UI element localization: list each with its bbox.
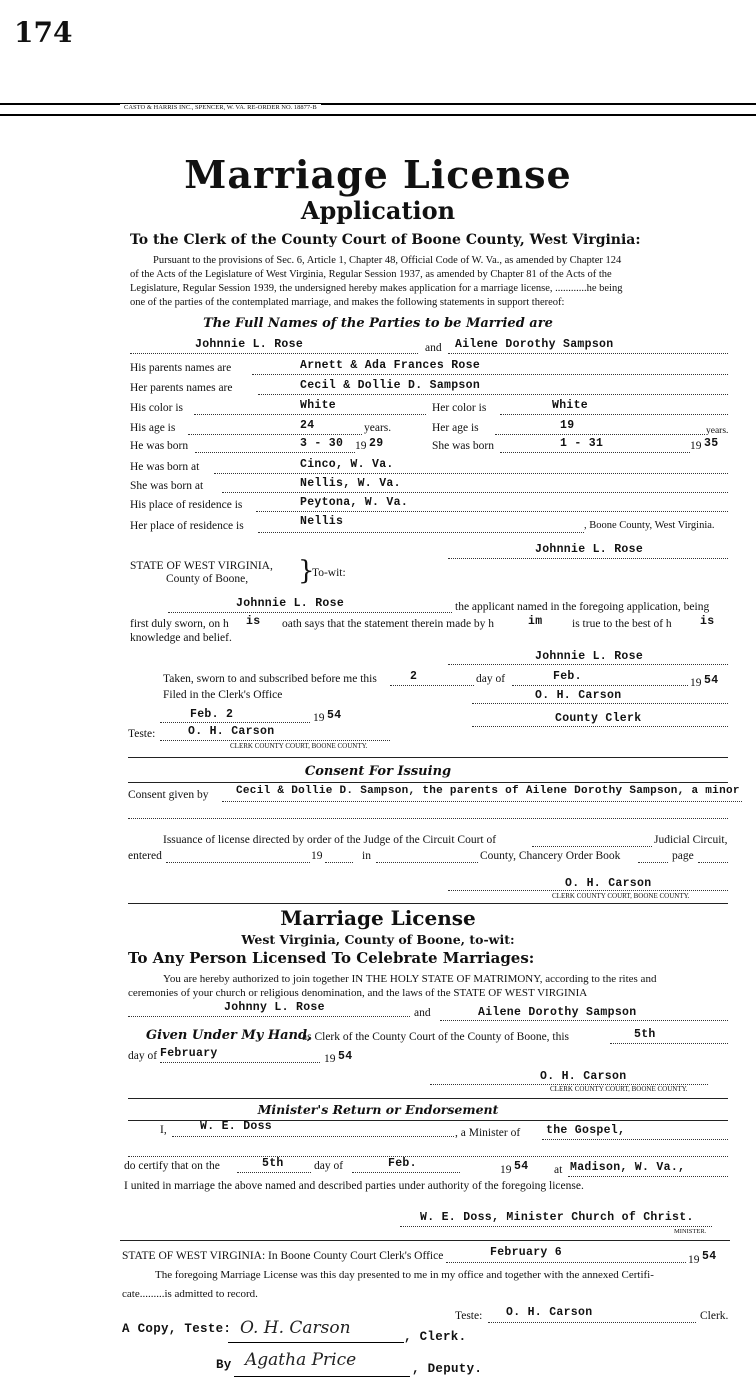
his-parents: Arnett & Ada Frances Rose: [300, 359, 481, 372]
his-age-label: His age is: [130, 422, 176, 434]
license-year: 54: [338, 1050, 353, 1063]
order-book-line: [638, 862, 668, 863]
he-born-at-line: [214, 473, 728, 474]
license-heading: Marriage License: [280, 906, 476, 930]
printer-imprint: CASTO & HARRIS INC., SPENCER, W. VA. RE-ORDER NO. 18877-B: [120, 104, 321, 111]
oath-signature: Johnnie L. Rose: [535, 650, 644, 663]
issuance-text: Issuance of license directed by order of the Judge of the Circuit Court of: [163, 834, 497, 846]
oath-applicant-line: [168, 612, 452, 613]
she-born-at-line: [222, 492, 728, 493]
license-day-line: [610, 1043, 728, 1044]
certify-month-line: [352, 1172, 460, 1173]
address-line: To the Clerk of the County Court of Boone County, West Virginia:: [130, 232, 641, 248]
minister-rule-top: [128, 1098, 728, 1099]
her-age: 19: [560, 419, 575, 432]
sworn-day-of: day of: [476, 673, 506, 685]
she-born-date: 1 - 31: [560, 437, 604, 450]
consent-clerk-line: [448, 890, 728, 891]
certify-day: 5th: [262, 1157, 284, 1170]
place: Madison, W. Va.,: [570, 1161, 686, 1174]
oath-signature-line: [448, 664, 728, 665]
his-age-line: [188, 434, 362, 435]
he-born-year-prefix: 19: [355, 440, 367, 452]
consent-given-line: [222, 801, 742, 802]
his-parents-label: His parents names are: [130, 362, 232, 374]
groom-name: Johnnie L. Rose: [195, 338, 304, 351]
issuance-line: [532, 846, 652, 847]
his-color-line: [194, 414, 426, 415]
consent-rule-bottom: [128, 782, 728, 783]
her-parents-line: [258, 394, 728, 395]
her-parents-label: Her parents names are: [130, 382, 233, 394]
entered-label: entered: [128, 850, 162, 862]
she-born-year: 35: [704, 437, 719, 450]
license-year-prefix: 19: [324, 1053, 336, 1065]
his-parents-line: [252, 374, 728, 375]
he-born-label: He was born: [130, 440, 189, 452]
copy-deputy-signature: Agatha Price: [245, 1350, 357, 1370]
copy-clerk-line: [228, 1342, 404, 1343]
oath-text-2b: oath says that the statement therein made by h: [282, 618, 495, 630]
top-rule-2: [0, 114, 756, 116]
license-and: and: [414, 1007, 431, 1019]
page-subtitle: Application: [300, 196, 456, 225]
filed-year-prefix: 19: [313, 712, 325, 724]
consent-heading: Consent For Issuing: [304, 764, 452, 779]
her-color-line: [500, 414, 728, 415]
minister-of-label: , a Minister of: [455, 1127, 521, 1139]
given-under: Given Under My Hand,: [146, 1028, 312, 1043]
page-number: 174: [14, 16, 73, 49]
boone-county-suffix: , Boone County, West Virginia.: [584, 520, 715, 531]
her-age-label: Her age is: [432, 422, 479, 434]
certify-year-prefix: 19: [500, 1164, 512, 1176]
oath-his-2: is: [700, 615, 715, 628]
bride-name: Ailene Dorothy Sampson: [455, 338, 614, 351]
and-label: and: [425, 342, 442, 354]
she-born-year-prefix: 19: [690, 440, 702, 452]
record-text-1: The foregoing Marriage License was this day presented to me in my office and together with the annexed Certifi-: [155, 1269, 654, 1281]
her-residence-line: [258, 532, 584, 533]
place-line: [568, 1176, 728, 1177]
record-clerk-name: O. H. Carson: [506, 1306, 593, 1319]
intro-line-2: of the Acts of the Legislature of West Virginia, Regular Session 1937, as amended by Chapter 81 of the Acts of the: [130, 269, 612, 280]
oath-text-1: the applicant named in the foregoing application, being: [455, 601, 710, 613]
sworn-day: 2: [410, 670, 418, 683]
certify-day-line: [237, 1172, 311, 1173]
top-rule: [0, 103, 756, 105]
his-residence-label: His place of residence is: [130, 499, 243, 511]
copy-label: A Copy, Teste:: [122, 1322, 232, 1336]
names-heading: The Full Names of the Parties to be Married are: [203, 316, 553, 331]
minister-heading: Minister's Return or Endorsement: [257, 1102, 499, 1117]
minister-name-line: [172, 1136, 454, 1137]
she-born-label: She was born: [432, 440, 494, 452]
entered-line: [166, 862, 310, 863]
her-residence: Nellis: [300, 515, 344, 528]
she-born-at: Nellis, W. Va.: [300, 477, 401, 490]
license-clerk-name: O. H. Carson: [540, 1070, 627, 1083]
license-month: February: [160, 1047, 218, 1060]
license-day-of: day of: [128, 1050, 158, 1062]
record-year-prefix: 19: [688, 1254, 700, 1266]
sworn-day-line: [390, 685, 474, 686]
oath-text-2a: first duly sworn, on h: [130, 618, 229, 630]
his-color: White: [300, 399, 337, 412]
record-year: 54: [702, 1250, 717, 1263]
clerk-title: County Clerk: [555, 712, 642, 725]
consent-clerk-caption: CLERK COUNTY COURT, BOONE COUNTY.: [552, 892, 690, 900]
to-wit: To-wit:: [312, 567, 346, 579]
teste-label: Teste:: [128, 728, 156, 740]
sworn-year-prefix: 19: [690, 677, 702, 689]
license-text-2: ceremonies of your church or religious denomination, and the laws of the STATE OF WEST VIRGINIA: [128, 987, 588, 999]
license-clerk-caption: CLERK COUNTY COURT, BOONE COUNTY.: [550, 1085, 688, 1093]
record-date-line: [446, 1262, 686, 1263]
his-age: 24: [300, 419, 315, 432]
sworn-month-line: [512, 685, 688, 686]
copy-by-label: By: [216, 1358, 232, 1372]
consent-given-label: Consent given by: [128, 789, 209, 801]
license-groom-line: [128, 1016, 410, 1017]
she-born-line: [500, 452, 690, 453]
copy-clerk-signature: O. H. Carson: [240, 1318, 351, 1338]
united-text: I united in marriage the above named and described parties under authority of the foregoing license.: [124, 1180, 584, 1192]
groom-name-line: [130, 353, 418, 354]
he-born-year: 29: [369, 437, 384, 450]
entered-year-prefix: 19: [311, 850, 323, 862]
judicial-circuit: Judicial Circuit,: [654, 834, 728, 846]
consent-clerk-name: O. H. Carson: [565, 877, 652, 890]
license-day: 5th: [634, 1028, 656, 1041]
he-born-date: 3 - 30: [300, 437, 344, 450]
he-born-at-label: He was born at: [130, 461, 200, 473]
her-residence-label: Her place of residence is: [130, 520, 244, 532]
sworn-label: Taken, sworn to and subscribed before me this: [163, 673, 377, 685]
applicant-signature: Johnnie L. Rose: [535, 543, 644, 556]
clerk-title-line: [472, 726, 728, 727]
page-title: Marriage License: [184, 152, 572, 197]
oath-his-1: is: [246, 615, 261, 628]
intro-line-1: Pursuant to the provisions of Sec. 6, Article 1, Chapter 48, Official Code of W. Va., as amended by Chapter 124: [153, 255, 622, 266]
bride-name-line: [448, 353, 728, 354]
county-label: County of Boone,: [166, 573, 249, 585]
license-text-1: You are hereby authorized to join together IN THE HOLY STATE OF MATRIMONY, according to the rites and: [163, 973, 657, 985]
entered-year-line: [325, 862, 353, 863]
minister-signature: W. E. Doss, Minister Church of Christ.: [420, 1211, 694, 1224]
license-groom: Johnny L. Rose: [224, 1001, 325, 1014]
his-color-label: His color is: [130, 402, 184, 414]
teste-line: [160, 740, 390, 741]
her-color: White: [552, 399, 589, 412]
his-residence: Peytona, W. Va.: [300, 496, 409, 509]
minister-blank-line: [128, 1156, 728, 1157]
he-born-line: [195, 452, 355, 453]
county-line: [376, 862, 478, 863]
certify-label: do certify that on the: [124, 1160, 220, 1172]
applicant-signature-line: [448, 558, 728, 559]
filed-date-line: [160, 722, 310, 723]
sworn-year: 54: [704, 674, 719, 687]
consent-blank-line: [128, 818, 728, 819]
record-rule: [120, 1240, 730, 1241]
oath-clerk-name: O. H. Carson: [535, 689, 622, 702]
oath-clerk-line: [472, 703, 728, 704]
her-age-line: [495, 434, 705, 435]
intro-line-4: one of the parties of the contemplated marriage, and makes the following statements in support thereof:: [130, 297, 565, 308]
his-residence-line: [256, 511, 728, 512]
certify-month: Feb.: [388, 1157, 417, 1170]
consent-rule-top: [128, 757, 728, 758]
filed-label: Filed in the Clerk's Office: [163, 689, 283, 701]
at-label: at: [554, 1164, 563, 1176]
brace: }: [298, 556, 315, 586]
filed-year: 54: [327, 709, 342, 722]
county-order-book: County, Chancery Order Book: [480, 850, 621, 862]
oath-text-2c: is true to the best of h: [572, 618, 672, 630]
copy-deputy-line: [234, 1376, 410, 1377]
intro-line-3: Legislature, Regular Session 1939, the undersigned hereby makes application for a marriage license, ............he being: [130, 283, 623, 294]
license-subheading: West Virginia, County of Boone, to-wit:: [241, 932, 515, 947]
minister-caption: MINISTER.: [674, 1228, 707, 1235]
filed-date: Feb. 2: [190, 708, 234, 721]
in-label: in: [362, 850, 371, 862]
denomination: the Gospel,: [546, 1124, 626, 1137]
minister-i: I,: [160, 1124, 167, 1136]
record-date: February 6: [490, 1246, 563, 1259]
her-parents: Cecil & Dollie D. Sampson: [300, 379, 481, 392]
page-line: [698, 862, 728, 863]
copy-clerk-suffix: , Clerk.: [404, 1330, 467, 1344]
teste-caption: CLERK COUNTY COURT, BOONE COUNTY.: [230, 742, 368, 750]
record-clerk-line: [488, 1322, 696, 1323]
given-text: as Clerk of the County Court of the County of Boone, this: [302, 1031, 570, 1043]
record-teste-label: Teste:: [455, 1310, 483, 1322]
record-clerk-suffix: Clerk.: [700, 1310, 729, 1322]
he-born-at: Cinco, W. Va.: [300, 458, 394, 471]
consent-given-by: Cecil & Dollie D. Sampson, the parents of Ailene Dorothy Sampson, a minor: [236, 785, 740, 797]
oath-applicant: Johnnie L. Rose: [236, 597, 345, 610]
years-label-2: years.: [706, 426, 729, 436]
certify-day-of: day of: [314, 1160, 344, 1172]
sworn-month: Feb.: [553, 670, 582, 683]
consent-section-rule: [128, 903, 728, 904]
minister-signature-line: [400, 1226, 712, 1227]
license-bride-line: [440, 1020, 728, 1021]
license-bride: Ailene Dorothy Sampson: [478, 1006, 637, 1019]
certify-year: 54: [514, 1160, 529, 1173]
years-label: years.: [364, 422, 392, 434]
page-label: page: [672, 850, 694, 862]
minister-name: W. E. Doss: [200, 1120, 273, 1133]
oath-him: im: [528, 615, 543, 628]
license-to-any: To Any Person Licensed To Celebrate Marriages:: [128, 949, 535, 967]
her-color-label: Her color is: [432, 402, 487, 414]
she-born-at-label: She was born at: [130, 480, 204, 492]
teste-name: O. H. Carson: [188, 725, 275, 738]
copy-deputy-suffix: , Deputy.: [412, 1362, 483, 1376]
oath-text-3: knowledge and belief.: [130, 632, 232, 644]
record-state-text: STATE OF WEST VIRGINIA: In Boone County Court Clerk's Office: [122, 1250, 444, 1262]
state-label: STATE OF WEST VIRGINIA,: [130, 560, 273, 572]
record-text-2: cate.........is admitted to record.: [122, 1288, 258, 1300]
denomination-line: [542, 1139, 728, 1140]
license-month-line: [160, 1062, 320, 1063]
